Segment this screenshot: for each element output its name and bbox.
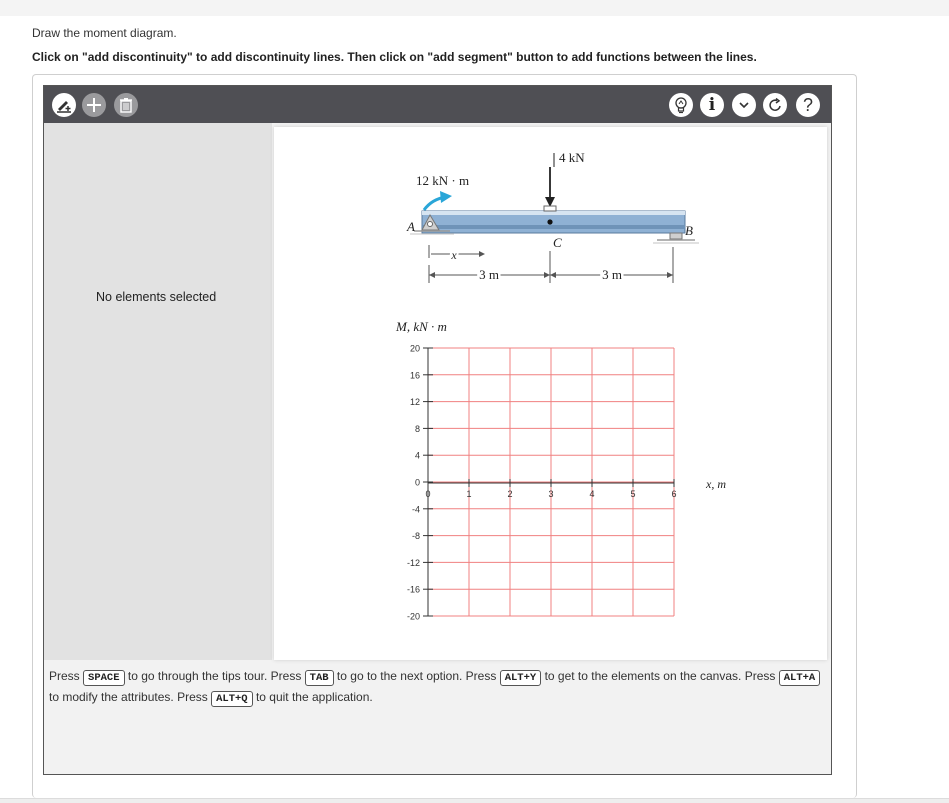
support-b	[670, 233, 682, 239]
y-tick-label: 12	[409, 397, 420, 408]
x-tick-label: 1	[466, 489, 472, 499]
info-icon: i	[708, 95, 716, 115]
trash-icon	[119, 97, 133, 113]
question-text: Draw the moment diagram.	[32, 26, 177, 40]
x-tick-label: 2	[507, 489, 513, 499]
point-c-label: C	[553, 235, 562, 250]
y-tick-label: 4	[414, 450, 420, 461]
attribute-panel	[44, 123, 272, 660]
options-dropdown-button[interactable]	[732, 93, 756, 117]
selection-status: No elements selected	[96, 290, 217, 304]
point-a-label: A	[407, 219, 415, 234]
moment-arrowhead	[440, 191, 452, 203]
y-tick-label: -4	[411, 504, 420, 515]
key-space: SPACE	[83, 670, 125, 686]
chart-y-axis-label: M, kN · m	[396, 319, 447, 334]
drawing-canvas[interactable]	[274, 127, 827, 660]
key-alt-y: ALT+Y	[500, 670, 542, 686]
delete-button[interactable]	[114, 93, 138, 117]
add-discontinuity-button[interactable]	[52, 93, 76, 117]
point-c-marker	[547, 219, 552, 224]
point-b-label: B	[685, 223, 693, 238]
y-tick-label: 20	[409, 343, 420, 354]
x-tick-label: 3	[548, 489, 554, 499]
problem-figure	[274, 127, 827, 660]
bottom-strip	[0, 798, 949, 803]
help-text-6: to quit the application.	[255, 690, 373, 704]
reset-button[interactable]	[763, 93, 787, 117]
help-text-2: to go through the tips tour. Press	[127, 669, 302, 683]
keyboard-help	[49, 666, 827, 708]
help-text-5: to modify the attributes. Press	[49, 690, 208, 704]
key-alt-q: ALT+Q	[211, 691, 253, 707]
force-label: 4 kN	[559, 150, 585, 165]
question-instruction: Click on "add discontinuity" to add discontinuity lines. Then click on "add segment" button to add functions between the lines.	[32, 50, 757, 64]
help-text-4: to get to the elements on the canvas. Press	[544, 669, 776, 683]
y-tick-label: -16	[406, 584, 420, 595]
help-text-3: to go to the next option. Press	[336, 669, 497, 683]
top-strip	[0, 0, 949, 16]
hint-button[interactable]	[669, 93, 693, 117]
help-button[interactable]	[796, 93, 820, 117]
x-tick-label: 4	[589, 489, 595, 499]
info-button[interactable]	[700, 93, 724, 117]
x-tick-label: 5	[630, 489, 636, 499]
y-tick-label: -12	[406, 557, 420, 568]
key-alt-a: ALT+A	[779, 670, 821, 686]
y-tick-label: 8	[414, 423, 420, 434]
add-discontinuity-icon	[55, 96, 73, 114]
toolbar	[44, 86, 831, 123]
chevron-down-icon	[738, 100, 750, 110]
drawing-app	[43, 85, 832, 775]
add-segment-button[interactable]	[82, 93, 106, 117]
y-tick-label: -8	[411, 531, 420, 542]
help-text-1: Press	[49, 669, 80, 683]
hint-bulb-icon	[673, 96, 689, 114]
dimension-right-label: 3 m	[602, 267, 622, 282]
reset-icon	[767, 97, 783, 113]
y-tick-label: -20	[406, 611, 420, 622]
help-icon: ?	[802, 95, 813, 115]
dimension-left-label: 3 m	[479, 267, 499, 282]
x-tick-label: 0	[425, 489, 431, 499]
y-tick-label: 16	[409, 370, 420, 381]
chart-x-axis-label: x, m	[706, 477, 726, 491]
x-variable-label: x	[451, 248, 457, 262]
key-tab: TAB	[305, 670, 334, 686]
x-tick-label: 6	[671, 489, 677, 499]
y-tick-label: 0	[414, 477, 420, 488]
add-segment-icon	[86, 97, 102, 113]
moment-label: 12 kN · m	[416, 173, 470, 188]
